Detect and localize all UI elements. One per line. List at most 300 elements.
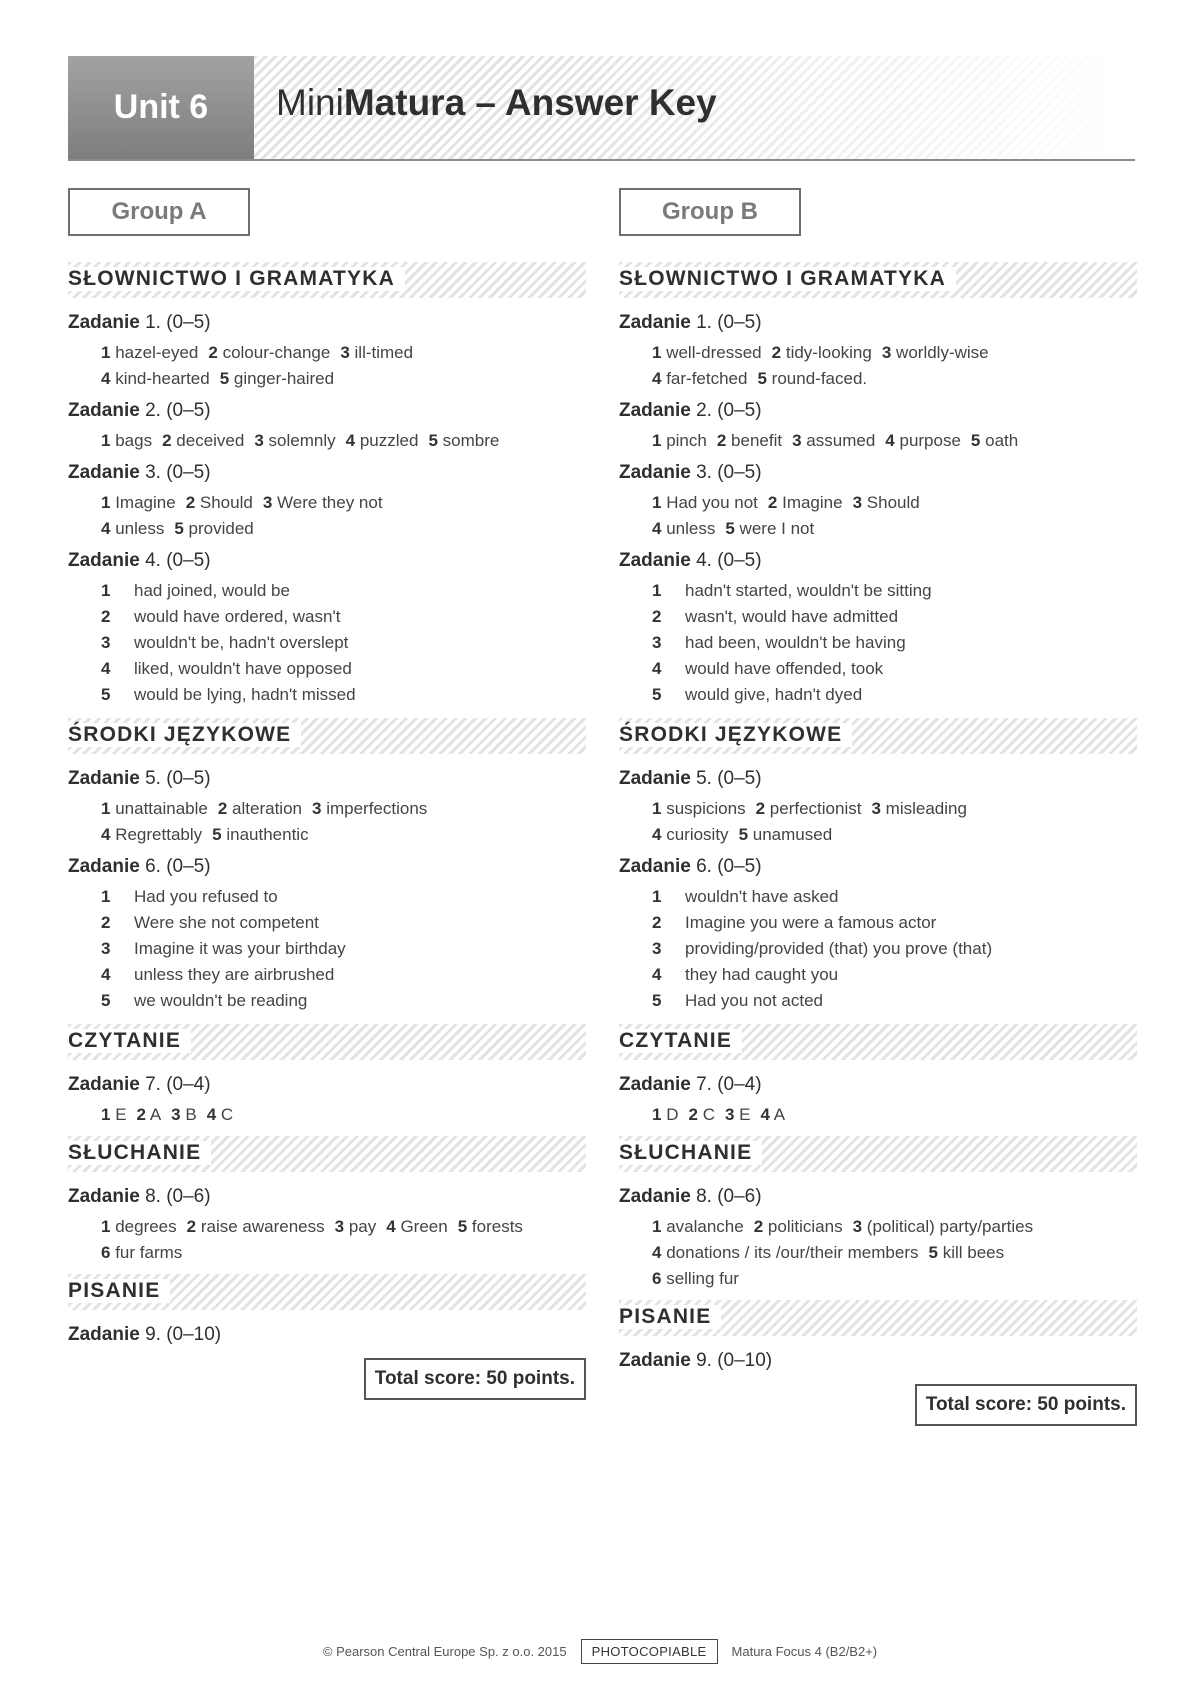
answer-text: providing/provided (that) you prove (that) [685,939,993,958]
answer-text: pay [348,1217,377,1236]
list-item [652,604,1137,630]
section-title: PISANIE [68,1279,170,1303]
answer-line [652,1266,1137,1292]
answer-text: Had you not acted [685,991,823,1010]
answer-text: had joined, would be [134,581,290,600]
total-score-box: Total score: 50 points. [915,1384,1137,1426]
list-item [101,578,586,604]
answer-number: 4 [206,1105,217,1124]
section-title: SŁUCHANIE [619,1141,762,1165]
answer-number: 1 [652,343,662,362]
task-word: Zadanie [619,1186,691,1207]
answer-number: 2 [208,343,218,362]
section-title: SŁOWNICTWO I GRAMATYKA [68,267,405,291]
answer-number: 5 [101,685,111,704]
answer-number: 4 [101,825,111,844]
answer-text: pinch [666,431,707,450]
task-word: Zadanie [68,550,140,571]
answer-text: Imagine it was your birthday [134,939,346,958]
task-word: Zadanie [68,400,140,421]
list-item [101,936,586,962]
task-word: Zadanie [619,400,691,421]
answer-text: had been, wouldn't be having [685,633,906,652]
answer-number: 3 [652,633,662,652]
answer-line [652,516,1137,542]
answer-number: 5 [725,519,735,538]
answer-number: 5 [970,431,981,450]
answer-text: selling fur [666,1269,739,1288]
answer-number: 5 [428,431,438,450]
answer-number: 1 [652,799,662,818]
answer-text: deceived [176,431,245,450]
answer-text: purpose [899,431,961,450]
group-label-text: Group B [662,198,758,225]
answer-list [68,884,586,1014]
list-item [101,630,586,656]
answer-text: bags [115,431,153,450]
answer-number: 1 [101,343,111,362]
answer-number: 3 [334,1217,345,1236]
answer-block [68,340,586,392]
answer-number: 5 [738,825,749,844]
list-item [652,884,1137,910]
answer-text: were I not [739,519,815,538]
answer-number: 1 [652,493,662,512]
answer-text: puzzled [359,431,419,450]
answer-number: 3 [652,939,662,958]
answer-text: assumed [806,431,876,450]
answer-block [68,796,586,848]
answer-text: sombre [442,431,500,450]
answer-text: liked, wouldn't have opposed [134,659,352,678]
answer-text: round-faced. [771,369,868,388]
section-title: CZYTANIE [68,1029,191,1053]
task-heading [619,400,1137,422]
answer-block [619,1214,1137,1292]
section-title: ŚRODKI JĘZYKOWE [68,723,301,747]
answer-text: C [220,1105,234,1124]
answer-number: 2 [652,913,662,932]
answer-text: avalanche [666,1217,744,1236]
task-heading [619,856,1137,878]
answer-number: 4 [101,369,111,388]
unit-badge [68,56,254,159]
answer-text: Imagine [115,493,176,512]
answer-number: 2 [217,799,228,818]
unit-label: Unit 6 [113,88,209,126]
answer-text: inauthentic [226,825,309,844]
answer-list [619,884,1137,1014]
list-item [652,630,1137,656]
answer-line [652,366,1137,392]
answer-line [652,340,1137,366]
answer-text: Should [866,493,920,512]
group-label-text: Group A [111,198,207,225]
answer-number: 3 [171,1105,181,1124]
task-heading [68,462,586,484]
answer-text: unattainable [115,799,208,818]
answer-text: we wouldn't be reading [134,991,308,1010]
task-points: 8. (0–6) [690,1186,762,1207]
answer-number: 5 [652,991,662,1010]
answer-text: curiosity [666,825,729,844]
answer-number: 1 [101,431,111,450]
list-item [101,884,586,910]
answer-text: raise awareness [200,1217,325,1236]
answer-text: E [739,1105,751,1124]
answer-line [101,340,586,366]
total-wrapper [619,1384,1137,1426]
answer-text: ill-timed [354,343,414,362]
task-heading [68,312,586,334]
answer-line [652,1214,1137,1240]
answer-block [68,1102,586,1128]
answer-number: 5 [212,825,222,844]
answer-text: Were they not [277,493,383,512]
answer-line [101,428,586,454]
list-item [652,578,1137,604]
total-wrapper [68,1358,586,1400]
section-heading [68,262,586,298]
group-label [619,188,801,236]
list-item [652,962,1137,988]
answer-text: donations / its /our/their members [666,1243,919,1262]
task-heading [619,1186,1137,1208]
section-heading [68,718,586,754]
answer-text: (political) party/parties [866,1217,1034,1236]
answer-text: B [185,1105,197,1124]
task-points: 3. (0–5) [690,462,762,483]
answer-number: 1 [101,799,111,818]
answer-text: unamused [752,825,833,844]
answer-text: Imagine [782,493,843,512]
task-word: Zadanie [619,1074,691,1095]
answer-number: 3 [101,939,111,958]
answer-number: 1 [101,1105,111,1124]
answer-number: 1 [101,493,111,512]
task-word: Zadanie [68,1186,140,1207]
answer-line [652,1102,1137,1128]
section-heading [619,1300,1137,1336]
title-bold: Matura – Answer Key [343,82,717,123]
answer-line [101,490,586,516]
group-b-column [619,188,1137,1426]
answer-number: 3 [724,1105,735,1124]
task-word: Zadanie [68,768,140,789]
answer-text: far-fetched [666,369,748,388]
list-item [101,910,586,936]
answer-text: hadn't started, wouldn't be sitting [685,581,932,600]
answer-text: alteration [232,799,302,818]
answer-number: 4 [885,431,895,450]
answer-text: C [702,1105,715,1124]
answer-number: 4 [760,1105,770,1124]
answer-number: 3 [871,799,881,818]
answer-number: 4 [652,825,662,844]
answer-text: politicians [767,1217,843,1236]
task-heading [619,462,1137,484]
answer-number: 4 [652,965,662,984]
answer-line [101,796,586,822]
answer-text: wouldn't be, hadn't overslept [134,633,349,652]
answer-text: Green [400,1217,448,1236]
answer-block [619,340,1137,392]
answer-text: kind-hearted [115,369,210,388]
task-heading [619,550,1137,572]
answer-number: 2 [755,799,766,818]
answer-text: unless they are airbrushed [134,965,335,984]
task-points: 8. (0–6) [139,1186,211,1207]
list-item [652,936,1137,962]
answer-text: perfectionist [769,799,862,818]
answer-text: Should [199,493,253,512]
answer-text: would give, hadn't dyed [685,685,863,704]
answer-number: 5 [928,1243,938,1262]
answer-number: 5 [101,991,111,1010]
answer-line [652,428,1137,454]
answer-number: 2 [185,493,196,512]
answer-text: forests [471,1217,523,1236]
answer-number: 4 [101,659,111,678]
answer-number: 3 [340,343,350,362]
section-title: SŁUCHANIE [68,1141,211,1165]
answer-number: 1 [652,1217,662,1236]
section-heading [619,1024,1137,1060]
answer-list [68,578,586,708]
answer-text: wouldn't have asked [685,887,839,906]
list-item [101,962,586,988]
task-word: Zadanie [68,462,140,483]
answer-line [101,1214,586,1240]
page-title [276,82,717,124]
section-heading [68,1136,586,1172]
photocopiable-badge: PHOTOCOPIABLE [581,1639,718,1664]
answer-number: 2 [162,431,172,450]
list-item [101,682,586,708]
answer-text: well-dressed [666,343,762,362]
task-points: 5. (0–5) [690,768,762,789]
task-heading [619,1074,1137,1096]
answer-number: 2 [136,1105,147,1124]
task-heading [68,768,586,790]
answer-text: would have offended, took [685,659,884,678]
answer-line [652,1240,1137,1266]
section-heading [619,1136,1137,1172]
answer-text: wasn't, would have admitted [685,607,899,626]
task-points: 2. (0–5) [690,400,762,421]
list-item [652,988,1137,1014]
answer-text: hazel-eyed [115,343,199,362]
answer-number: 3 [101,633,111,652]
answer-text: Had you not [666,493,758,512]
copyright-text: © Pearson Central Europe Sp. z o.o. 2015 [322,1643,567,1659]
answer-block [619,1102,1137,1128]
answer-text: Imagine you were a famous actor [685,913,937,932]
answer-text: A [773,1105,786,1124]
task-heading [68,1186,586,1208]
answer-text: tidy-looking [785,343,872,362]
answer-block [619,796,1137,848]
answer-text: provided [188,519,254,538]
answer-number: 5 [457,1217,468,1236]
answer-text: Regrettably [115,825,203,844]
answer-number: 4 [652,659,662,678]
task-word: Zadanie [619,550,691,571]
task-heading [68,1074,586,1096]
answer-number: 2 [101,913,111,932]
task-points: 4. (0–5) [139,550,211,571]
list-item [652,910,1137,936]
answer-text: Had you refused to [134,887,278,906]
task-heading [619,1350,1137,1372]
answer-block [619,428,1137,454]
answer-number: 1 [652,887,662,906]
task-heading [68,1324,586,1346]
answer-line [652,796,1137,822]
answer-number: 3 [254,431,264,450]
answer-line [101,1102,586,1128]
answer-number: 4 [652,1243,662,1262]
answer-list [619,578,1137,708]
task-points: 1. (0–5) [139,312,211,333]
answer-number: 2 [688,1105,698,1124]
section-heading [68,1274,586,1310]
answer-text: would be lying, hadn't missed [134,685,356,704]
answer-number: 5 [219,369,230,388]
answer-number: 1 [101,1217,111,1236]
answer-number: 6 [652,1269,662,1288]
task-word: Zadanie [619,1350,691,1371]
answer-text: worldly-wise [896,343,989,362]
answer-block [619,490,1137,542]
task-points: 7. (0–4) [139,1074,211,1095]
answer-block [68,428,586,454]
answer-text: would have ordered, wasn't [134,607,341,626]
answer-text: they had caught you [685,965,839,984]
group-label [68,188,250,236]
task-points: 5. (0–5) [139,768,211,789]
section-heading [619,262,1137,298]
answer-text: D [666,1105,679,1124]
task-word: Zadanie [68,856,140,877]
task-word: Zadanie [68,1074,140,1095]
answer-number: 2 [186,1217,197,1236]
title-light: Mini [276,82,344,123]
answer-text: imperfections [326,799,428,818]
answer-number: 5 [757,369,767,388]
answer-number: 4 [386,1217,396,1236]
task-word: Zadanie [619,312,691,333]
answer-text: E [115,1105,127,1124]
answer-number: 3 [262,493,273,512]
task-heading [68,856,586,878]
answer-number: 4 [101,519,111,538]
answer-number: 1 [652,1105,662,1124]
list-item [652,682,1137,708]
answer-line [652,822,1137,848]
answer-text: ginger-haired [233,369,335,388]
task-points: 4. (0–5) [690,550,762,571]
answer-number: 2 [767,493,778,512]
answer-text: unless [115,519,165,538]
answer-text: fur farms [115,1243,183,1262]
task-heading [619,312,1137,334]
answer-text: Were she not competent [134,913,319,932]
list-item [652,656,1137,682]
section-title: PISANIE [619,1305,721,1329]
task-points: 7. (0–4) [690,1074,762,1095]
answer-number: 1 [652,431,662,450]
answer-line [101,1240,586,1266]
answer-text: kill bees [942,1243,1005,1262]
task-points: 9. (0–10) [690,1350,773,1371]
answer-line [652,490,1137,516]
answer-number: 5 [174,519,184,538]
answer-text: degrees [115,1217,177,1236]
answer-text: unless [666,519,716,538]
answer-text: benefit [731,431,783,450]
task-word: Zadanie [68,1324,140,1345]
page-header [68,56,1135,161]
answer-line [101,366,586,392]
task-points: 6. (0–5) [139,856,211,877]
page-footer [0,1636,1200,1666]
task-heading [68,550,586,572]
task-points: 2. (0–5) [139,400,211,421]
section-title: SŁOWNICTWO I GRAMATYKA [619,267,956,291]
answer-number: 3 [852,1217,863,1236]
task-word: Zadanie [68,312,140,333]
answer-number: 1 [101,887,111,906]
answer-text: solemnly [268,431,336,450]
answer-number: 3 [311,799,322,818]
answer-line [101,516,586,542]
group-a-column [68,188,586,1400]
answer-text: misleading [885,799,967,818]
section-heading [68,1024,586,1060]
answer-block [68,1214,586,1266]
book-title: Matura Focus 4 (B2/B2+) [731,1643,878,1659]
task-word: Zadanie [619,462,691,483]
answer-number: 6 [101,1243,111,1262]
list-item [101,988,586,1014]
answer-text: colour-change [222,343,331,362]
answer-number: 2 [716,431,727,450]
task-heading [619,768,1137,790]
task-points: 3. (0–5) [139,462,211,483]
task-heading [68,400,586,422]
answer-text: oath [985,431,1019,450]
answer-number: 2 [753,1217,764,1236]
answer-number: 4 [652,369,662,388]
section-heading [619,718,1137,754]
list-item [101,656,586,682]
answer-number: 5 [652,685,662,704]
answer-number: 2 [771,343,782,362]
answer-block [68,490,586,542]
list-item [101,604,586,630]
answer-number: 1 [101,581,111,600]
total-score-box: Total score: 50 points. [364,1358,586,1400]
answer-number: 2 [652,607,662,626]
answer-text: A [149,1105,162,1124]
section-title: CZYTANIE [619,1029,742,1053]
answer-number: 4 [345,431,356,450]
task-points: 1. (0–5) [690,312,762,333]
task-word: Zadanie [619,768,691,789]
answer-number: 4 [652,519,662,538]
task-points: 9. (0–10) [139,1324,222,1345]
